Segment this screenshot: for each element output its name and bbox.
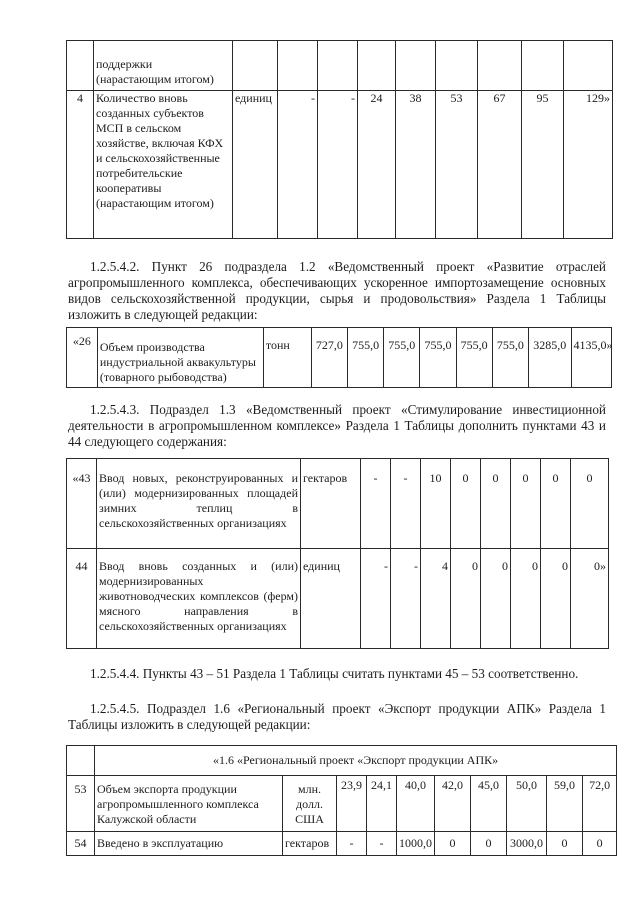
table-continuation <box>66 40 613 239</box>
indicator-name: Объем экспорта продукции агропромышленного комплекса Калужской области <box>95 776 283 832</box>
value-cell: 0 <box>547 832 583 856</box>
indicator-name: Ввод новых, реконструированных и (или) модернизированных площадей зимних теплиц в сельскохозяйственных организациях <box>97 459 301 549</box>
value-cell: 0 <box>451 549 481 649</box>
value-cell: 4135,0» <box>571 328 612 388</box>
value-cell: 129» <box>564 91 613 239</box>
value-cell: 755,0 <box>384 328 420 388</box>
table-item-26 <box>66 327 612 388</box>
indicator-name: Количество вновь созданных субъектов МСП в сельском хозяйстве, включая КФХ и сельскохозяйственные потребительские кооперативы (нарастающим итогом) <box>94 91 233 239</box>
value-cell: 0 <box>471 832 507 856</box>
value-cell: 67 <box>478 91 522 239</box>
table-header-row <box>67 746 617 776</box>
value-cell: 755,0 <box>420 328 456 388</box>
value-cell: 1000,0 <box>397 832 435 856</box>
value-cell: 4 <box>421 549 451 649</box>
value-cell: 0 <box>481 459 511 549</box>
row-number: «43 <box>67 459 97 549</box>
indicator-name: Ввод вновь созданных и (или) модернизированных животноводческих комплексов (ферм) мясного направления в сельскохозяйственных организациях <box>97 549 301 649</box>
value-cell: 0 <box>511 459 541 549</box>
value-cell: 72,0 <box>583 776 617 832</box>
value-cell: 0» <box>571 549 609 649</box>
row-number: «26 <box>67 328 98 388</box>
table-items-43-44 <box>66 458 609 649</box>
unit-cell: млн. долл. США <box>283 776 337 832</box>
value-cell: 0 <box>481 549 511 649</box>
value-cell: 3000,0 <box>507 832 547 856</box>
value-cell: 24,1 <box>367 776 397 832</box>
paragraph-1-2-5-4-5: 1.2.5.4.5. Подраздел 1.6 «Региональный проект «Экспорт продукции АПК» Раздела 1 Таблицы изложить в следующей редакции: <box>68 701 606 732</box>
table-row <box>67 41 613 91</box>
indicator-name: поддержки (нарастающим итогом) <box>94 41 233 91</box>
row-number: 44 <box>67 549 97 649</box>
value-cell: - <box>391 549 421 649</box>
value-cell: 0 <box>571 459 609 549</box>
value-cell: 3285,0 <box>528 328 571 388</box>
value-cell: 0 <box>541 549 571 649</box>
value-cell: - <box>391 459 421 549</box>
table-row <box>67 832 617 856</box>
table-row <box>67 459 609 549</box>
table-row <box>67 776 617 832</box>
value-cell: - <box>337 832 367 856</box>
row-number: 54 <box>67 832 95 856</box>
value-cell: 0 <box>583 832 617 856</box>
value-cell: 53 <box>436 91 478 239</box>
value-cell: 40,0 <box>397 776 435 832</box>
table-row <box>67 549 609 649</box>
value-cell: 0 <box>511 549 541 649</box>
indicator-name: Объем производства индустриальной аквакультуры (товарного рыбоводства) <box>97 328 263 388</box>
value-cell: 727,0 <box>311 328 347 388</box>
unit-cell: гектаров <box>283 832 337 856</box>
value-cell: - <box>361 549 391 649</box>
paragraph-1-2-5-4-4: 1.2.5.4.4. Пункты 43 – 51 Раздела 1 Таблицы считать пунктами 45 – 53 соответственно. <box>90 666 579 681</box>
unit-cell: единиц <box>301 549 361 649</box>
value-cell: - <box>278 91 318 239</box>
value-cell: 0 <box>541 459 571 549</box>
value-cell: 42,0 <box>435 776 471 832</box>
table-row <box>67 91 613 239</box>
paragraph-1-2-5-4-2: 1.2.5.4.2. Пункт 26 подраздела 1.2 «Ведомственный проект «Развитие отраслей агропромышленного комплекса, обеспечивающих ускоренное импортозамещение основных видов сельскохозяйственной продукции, сырья и продовольствия» Раздела 1 Таблицы изложить в следующей редакции: <box>68 259 606 322</box>
value-cell: 95 <box>522 91 564 239</box>
paragraph-1-2-5-4-3: 1.2.5.4.3. Подраздел 1.3 «Ведомственный проект «Стимулирование инвестиционной деятельности в агропромышленном комплексе» Раздела 1 Таблицы дополнить пунктами 43 и 44 следующего содержания: <box>68 402 606 449</box>
value-cell: - <box>318 91 358 239</box>
value-cell: 38 <box>396 91 436 239</box>
table-subsection-1-6 <box>66 745 617 856</box>
table-row <box>67 328 612 388</box>
value-cell: 755,0 <box>492 328 528 388</box>
value-cell: 755,0 <box>456 328 492 388</box>
value-cell: 23,9 <box>337 776 367 832</box>
unit-cell: единиц <box>233 91 278 239</box>
value-cell: 24 <box>358 91 396 239</box>
unit-cell: тонн <box>263 328 311 388</box>
value-cell: 50,0 <box>507 776 547 832</box>
value-cell: 0 <box>451 459 481 549</box>
value-cell: 0 <box>435 832 471 856</box>
row-number: 4 <box>67 91 94 239</box>
subsection-title: «1.6 «Региональный проект «Экспорт продукции АПК» <box>95 746 617 776</box>
value-cell: 10 <box>421 459 451 549</box>
value-cell: - <box>367 832 397 856</box>
value-cell: 45,0 <box>471 776 507 832</box>
unit-cell: гектаров <box>301 459 361 549</box>
row-number: 53 <box>67 776 95 832</box>
value-cell: - <box>361 459 391 549</box>
indicator-name: Введено в эксплуатацию <box>95 832 283 856</box>
value-cell: 59,0 <box>547 776 583 832</box>
value-cell: 755,0 <box>347 328 383 388</box>
